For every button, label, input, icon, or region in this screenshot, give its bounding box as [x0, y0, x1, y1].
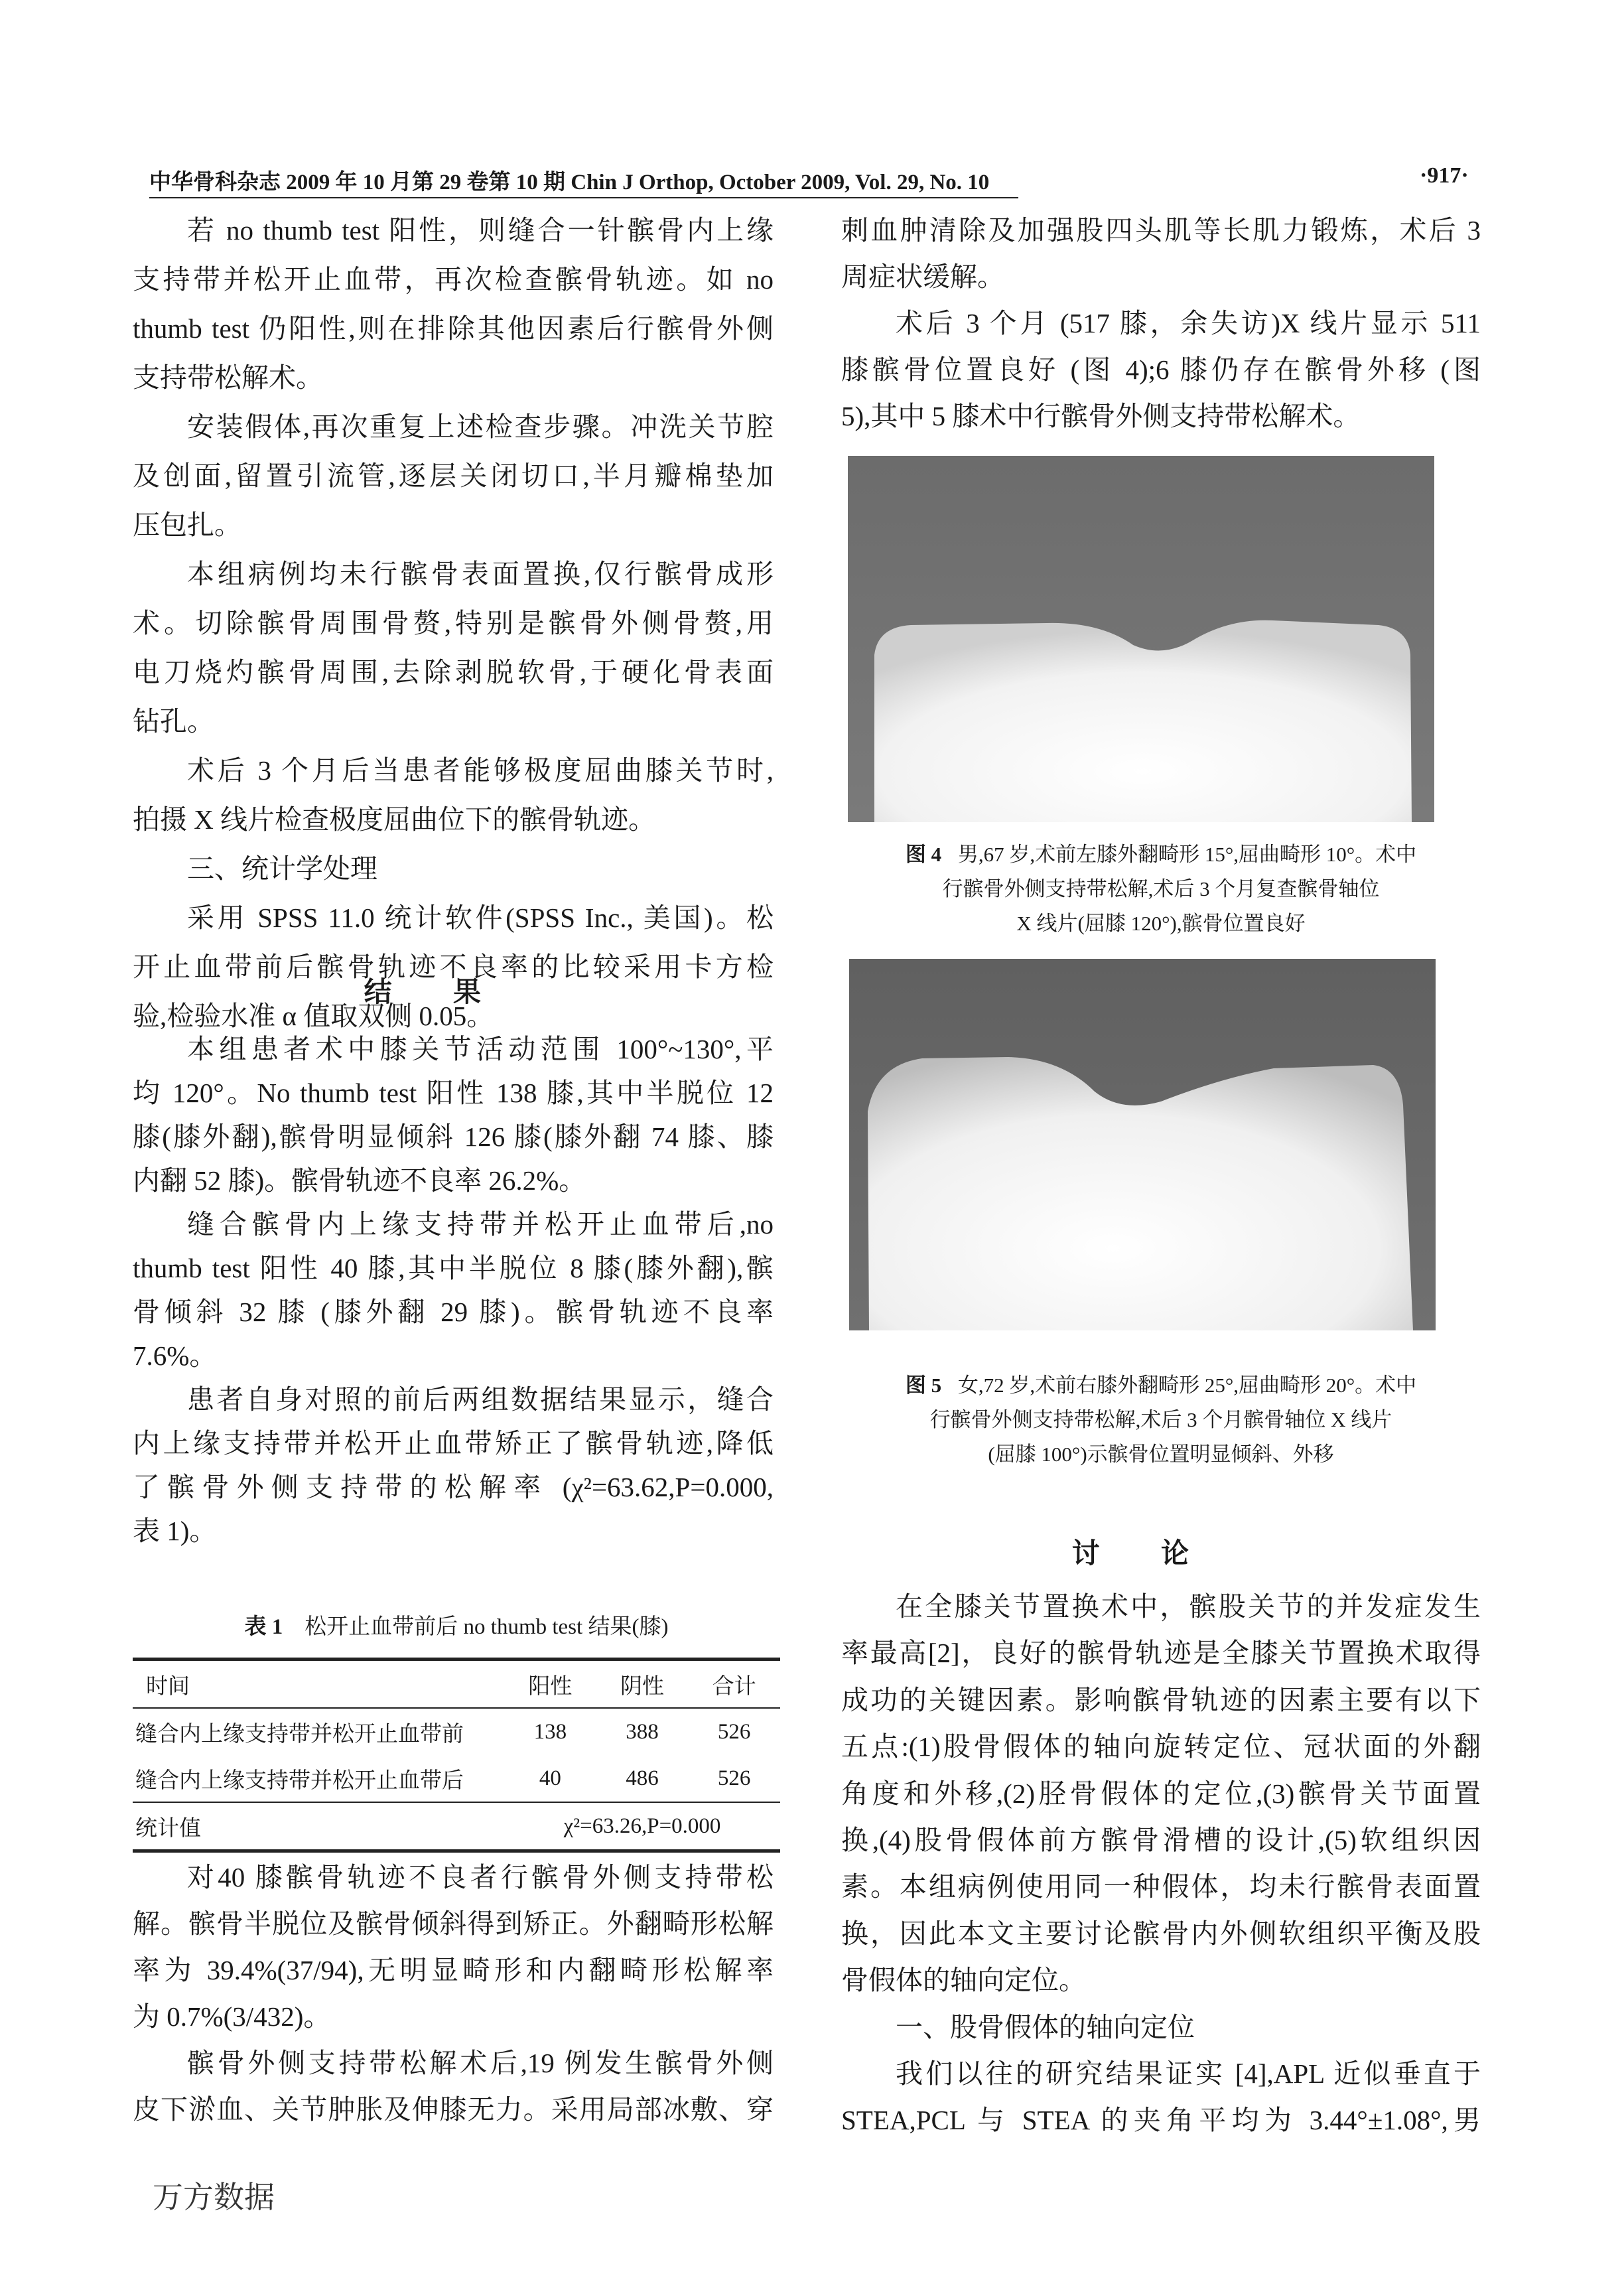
table-cell: 缝合内上缘支持带并松开止血带后 — [135, 1768, 464, 1793]
paragraph-line: 我们以往的研究结果证实 [4],APL 近似垂直于 — [896, 2058, 1481, 2089]
paragraph-line: 支持带松解术。 — [133, 362, 323, 393]
table-title: 松开止血带前后 no thumb test 结果(膝) — [304, 1615, 669, 1639]
figure-4-caption — [841, 837, 1481, 941]
paragraph-line: 五点:(1)股骨假体的轴向旋转定位、冠状面的外翻 — [841, 1731, 1481, 1762]
paragraph-line: 拍摄 X 线片检查极度屈曲位下的髌骨轨迹。 — [133, 804, 656, 835]
paragraph-line: 换,(4)股骨假体前方髌骨滑槽的设计,(5)软组织因 — [841, 1824, 1481, 1855]
paragraph-line: 术后 3 个月后当患者能够极度屈曲膝关节时, — [187, 755, 774, 786]
table-header-cell: 时间 — [146, 1674, 190, 1699]
paragraph-line: 素。本组病例使用同一种假体，均未行髌骨表面置 — [841, 1871, 1481, 1902]
table-stat-value: χ²=63.26,P=0.000 — [563, 1813, 721, 1838]
table-stat-label: 统计值 — [135, 1816, 201, 1841]
paragraph-line: 皮下淤血、关节肿胀及伸膝无力。采用局部冰敷、穿 — [133, 2094, 774, 2125]
paragraph-line: 压包扎。 — [133, 510, 241, 540]
paragraph-line: 膝(膝外翻),髌骨明显倾斜 126 膝(膝外翻 74 膝、膝 — [133, 1121, 774, 1152]
paragraph-line: 为 0.7%(3/432)。 — [133, 2001, 331, 2032]
right-column-block-2 — [841, 1583, 1481, 2144]
paragraph-line: 缝合髌骨内上缘支持带并松开止血带后,no — [187, 1209, 774, 1240]
paragraph-line: 7.6%。 — [133, 1340, 217, 1371]
caption-line: 女,72 岁,术前右膝外翻畸形 25°,屈曲畸形 20°。术中 — [957, 1374, 1417, 1397]
paragraph-line: 骨假体的轴向定位。 — [841, 1965, 1086, 1996]
paragraph-line: 髌骨外侧支持带松解术后,19 例发生髌骨外侧 — [187, 2048, 774, 2078]
paragraph-line: 采用 SPSS 11.0 统计软件(SPSS Inc., 美国)。松 — [187, 902, 774, 933]
paragraph-line: 内翻 52 膝)。髌骨轨迹不良率 26.2%。 — [133, 1165, 586, 1196]
paragraph-line: 换，因此本文主要讨论髌骨内外侧软组织平衡及股 — [841, 1918, 1481, 1949]
section-heading-results: 结果 — [364, 977, 543, 1008]
paragraph-line: 表 1)。 — [133, 1516, 217, 1546]
paragraph-line: thumb test 阳性 40 膝,其中半脱位 8 膝(膝外翻),髌 — [133, 1253, 774, 1283]
results-table — [133, 1658, 780, 1853]
caption-line: 行髌骨外侧支持带松解,术后 3 个月髌骨轴位 X 线片 — [929, 1408, 1392, 1431]
table-row — [133, 1755, 780, 1802]
paragraph-line: 验,检验水准 α 值取双侧 0.05。 — [133, 1001, 494, 1031]
paragraph-line: 本组患者术中膝关节活动范围 100°~130°,平 — [187, 1034, 774, 1064]
table-cell: 526 — [717, 1719, 751, 1744]
table-cell: 526 — [717, 1766, 751, 1790]
paragraph-line: 及创面,留置引流管,逐层关闭切口,半月瓣棉垫加 — [133, 461, 774, 491]
figure-5-label: 图 5 — [905, 1374, 942, 1397]
page-number: ·917· — [1420, 163, 1469, 188]
left-column-block-1 — [133, 206, 774, 1040]
paragraph-line: 开止血带前后髌骨轨迹不良率的比较采用卡方检 — [133, 952, 774, 982]
table-cell: 40 — [539, 1766, 561, 1790]
paragraph-line: 电刀烧灼髌骨周围,去除剥脱软骨,于硬化骨表面 — [133, 657, 774, 687]
paragraph-line: 均 120°。No thumb test 阳性 138 膝,其中半脱位 12 — [133, 1078, 774, 1108]
caption-line: 行髌骨外侧支持带松解,术后 3 个月复查髌骨轴位 — [942, 877, 1380, 900]
paragraph-line: 率为 39.4%(37/94),无明显畸形和内翻畸形松解率 — [133, 1955, 774, 1985]
paragraph-line: 三、统计学处理 — [187, 853, 377, 884]
paragraph-line: 安装假体,再次重复上述检查步骤。冲洗关节腔 — [187, 411, 774, 442]
paragraph-line: 解。髌骨半脱位及髌骨倾斜得到矫正。外翻畸形松解 — [133, 1908, 774, 1939]
paragraph-line: 一、股骨假体的轴向定位 — [896, 2011, 1195, 2042]
paragraph-line: 支持带并松开止血带，再次检查髌骨轨迹。如 no — [133, 264, 774, 295]
table-header-cell: 阳性 — [528, 1674, 573, 1699]
table-cell: 缝合内上缘支持带并松开止血带前 — [135, 1722, 464, 1746]
paragraph-line: 患者自身对照的前后两组数据结果显示，缝合 — [187, 1384, 774, 1415]
paragraph-line: 术后 3 个月 (517 膝，余失访)X 线片显示 511 — [896, 308, 1481, 338]
paragraph-line: 对40 膝髌骨轨迹不良者行髌骨外侧支持带松 — [187, 1862, 774, 1892]
table-cell: 486 — [626, 1766, 659, 1790]
table-row — [133, 1708, 780, 1755]
right-column-block-1 — [841, 207, 1481, 439]
paragraph-line: 本组病例均未行髌骨表面置换,仅行髌骨成形 — [187, 559, 774, 589]
table-label: 表 1 — [244, 1615, 283, 1639]
figure-5-caption — [841, 1368, 1481, 1472]
table-header-row — [133, 1660, 780, 1709]
paragraph-line: 率最高[2]，良好的髌骨轨迹是全膝关节置换术取得 — [841, 1638, 1481, 1669]
paragraph-line: 若 no thumb test 阳性，则缝合一针髌骨内上缘 — [187, 215, 774, 246]
table-header-cell: 阴性 — [620, 1674, 664, 1699]
paragraph-line: 了髌骨外侧支持带的松解率 (χ²=63.62,P=0.000, — [133, 1472, 774, 1502]
left-column-block-3 — [133, 1854, 774, 2133]
paragraph-line: 内上缘支持带并松开止血带矫正了髌骨轨迹,降低 — [133, 1428, 774, 1458]
paragraph-line: 角度和外移,(2)胫骨假体的定位,(3)髌骨关节面置 — [841, 1778, 1481, 1809]
paragraph-line: thumb test 仍阳性,则在排除其他因素后行髌骨外侧 — [133, 313, 774, 344]
watermark-footer: 万方数据 — [153, 2180, 275, 2214]
table-cell: 388 — [626, 1719, 659, 1744]
table-header-cell: 合计 — [712, 1674, 756, 1699]
paragraph-line: STEA,PCL 与 STEA 的夹角平均为 3.44°±1.08°,男 — [841, 2105, 1481, 2136]
table-cell: 138 — [533, 1719, 567, 1744]
paragraph-line: 在全膝关节置换术中，髌股关节的并发症发生 — [896, 1591, 1481, 1622]
paragraph-line: 钻孔。 — [133, 706, 214, 737]
paragraph-line: 刺血肿清除及加强股四头肌等长肌力锻炼，术后 3 — [841, 215, 1481, 246]
figure-4-xray-image — [848, 456, 1434, 822]
paragraph-line: 膝髌骨位置良好 (图 4);6 膝仍存在髌骨外移 (图 — [841, 354, 1481, 385]
table-caption — [133, 1609, 780, 1640]
running-head: 中华骨科杂志 2009 年 10 月第 29 卷第 10 期 Chin J Orthop, October 2009, Vol. 29, No. 10 — [149, 165, 1018, 198]
figure-4-label: 图 4 — [905, 843, 942, 866]
caption-line: X 线片(屈膝 120°),髌骨位置良好 — [1016, 912, 1306, 935]
left-column-block-2 — [133, 1027, 774, 1553]
figure-5-xray-image — [849, 959, 1436, 1330]
paragraph-line: 周症状缓解。 — [841, 261, 1004, 292]
table-stat-row — [133, 1802, 780, 1851]
section-heading-discussion: 讨论 — [1071, 1539, 1251, 1569]
paragraph-line: 5),其中 5 膝术中行髌骨外侧支持带松解术。 — [841, 401, 1361, 431]
paragraph-line: 术。切除髌骨周围骨赘,特别是髌骨外侧骨赘,用 — [133, 608, 774, 638]
caption-line: 男,67 岁,术前左膝外翻畸形 15°,屈曲畸形 10°。术中 — [957, 843, 1417, 866]
paragraph-line: 成功的关键因素。影响髌骨轨迹的因素主要有以下 — [841, 1684, 1481, 1715]
caption-line: (屈膝 100°)示髌骨位置明显倾斜、外移 — [988, 1443, 1334, 1466]
paragraph-line: 骨倾斜 32 膝 (膝外翻 29 膝)。髌骨轨迹不良率 — [133, 1297, 774, 1327]
